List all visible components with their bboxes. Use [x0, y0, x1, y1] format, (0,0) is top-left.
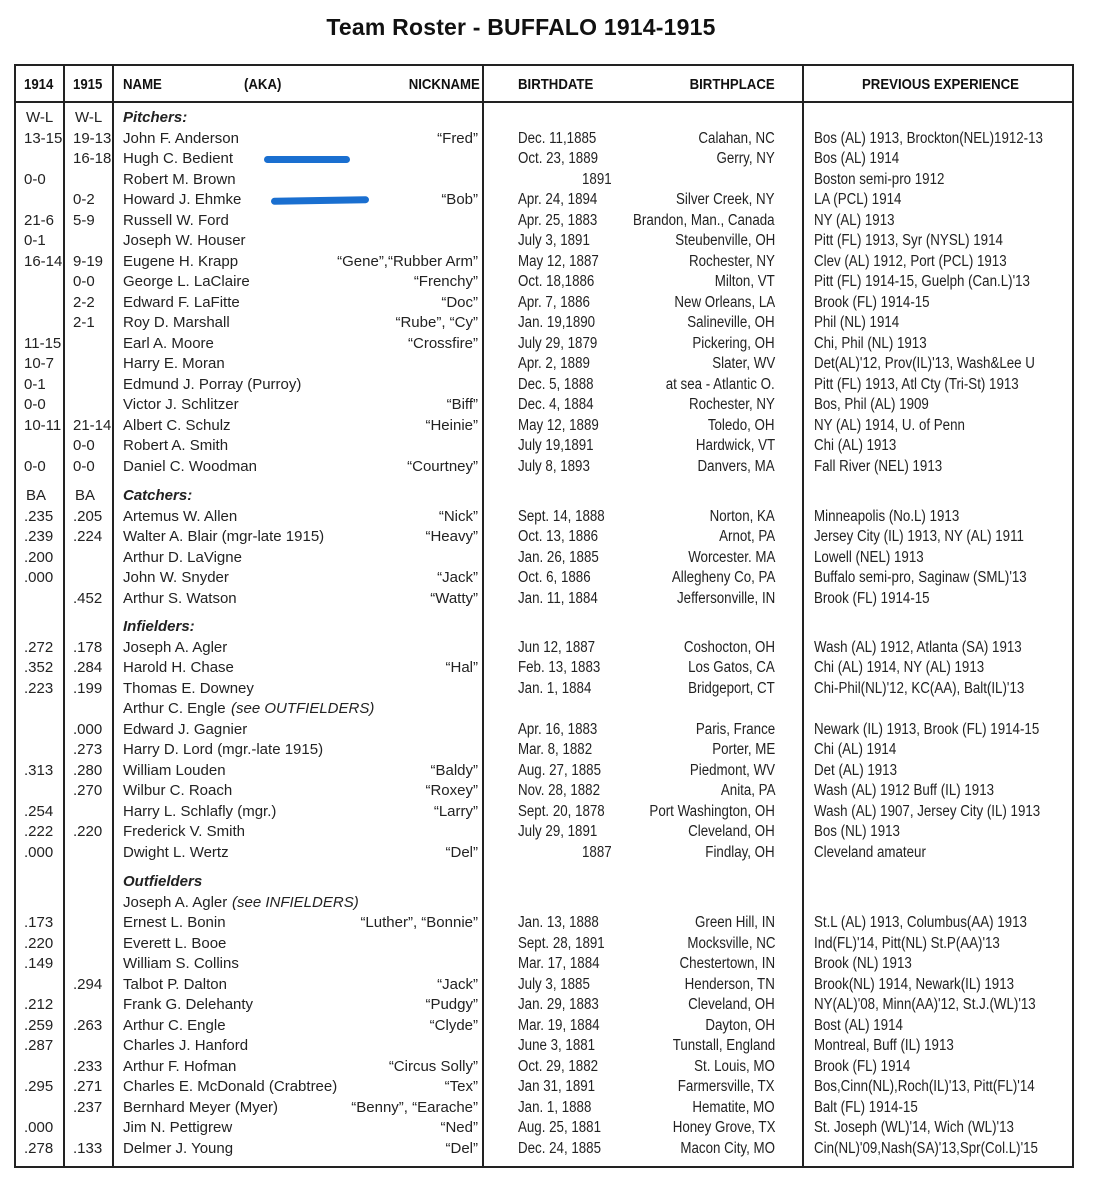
- birthplace: Findlay, OH: [705, 843, 775, 861]
- section-heading: Catchers:: [123, 487, 193, 504]
- birthplace: Cleveland, OH: [688, 996, 775, 1013]
- cross-reference-note: (see OUTFIELDERS): [231, 700, 375, 717]
- previous-experience: Clev (AL) 1912, Port (PCL) 1913: [814, 252, 1007, 270]
- previous-experience: NY (AL) 1914, U. of Penn: [814, 416, 965, 434]
- birthdate: Nov. 28, 1882: [518, 782, 601, 799]
- player-nickname: “Frenchy”: [413, 273, 478, 290]
- player-name: Edmund J. Porray (Purroy): [123, 375, 302, 393]
- birthplace: Piedmont, WV: [689, 761, 775, 779]
- previous-experience: Pitt (FL) 1914-15, Guelph (Can.L)'13: [814, 273, 1030, 290]
- stat-1914: 0-1: [24, 375, 46, 393]
- player-nickname: “Watty”: [430, 589, 478, 607]
- player-nickname: “Crossfire”: [408, 334, 478, 352]
- player-nickname: “Circus Solly”: [388, 1057, 478, 1075]
- player-name: Russell W. Ford: [123, 211, 229, 229]
- stat-1915: 0-0: [73, 437, 95, 454]
- stat-1915: 0-2: [73, 191, 95, 208]
- stat-1915: 0-0: [73, 457, 95, 475]
- birthplace: Honey Grove, TX: [672, 1119, 775, 1136]
- birthdate: Jan. 11, 1884: [518, 589, 598, 607]
- stat-1914: 0-0: [24, 396, 46, 413]
- player-name: Roy D. Marshall: [123, 314, 230, 331]
- birthdate: Oct. 6, 1886: [518, 569, 591, 586]
- stat-1915: .237: [73, 1098, 103, 1116]
- section-heading: Pitchers:: [123, 109, 188, 126]
- stat-1914: .000: [24, 1119, 54, 1136]
- birthdate: Apr. 2, 1889: [518, 355, 590, 372]
- birthdate: May 12, 1889: [518, 416, 599, 434]
- player-nickname: “Jack”: [437, 569, 478, 586]
- birthplace: Salineville, OH: [687, 314, 775, 331]
- birthdate: Jan. 13, 1888: [518, 914, 599, 931]
- player-nickname: “Ned”: [440, 1119, 478, 1136]
- cross-reference-note: (see INFIELDERS): [232, 893, 359, 911]
- player-nickname: “Gene”,“Rubber Arm”: [337, 252, 478, 270]
- stat-1915: 5-9: [73, 211, 95, 229]
- player-nickname: “Luther”, “Bonnie”: [360, 914, 478, 931]
- previous-experience: Brook (NL) 1913: [814, 955, 912, 972]
- previous-experience: Wash (AL) 1912, Atlanta (SA) 1913: [814, 638, 1022, 656]
- birthplace: Hematite, MO: [692, 1098, 775, 1116]
- player-nickname: “Del”: [445, 1139, 478, 1157]
- birthdate: Sept. 20, 1878: [518, 802, 605, 820]
- stat-1915: 0-0: [73, 273, 95, 290]
- birthplace: Port Washington, OH: [649, 802, 775, 820]
- previous-experience: Phil (NL) 1914: [814, 314, 900, 331]
- stat-1914: .313: [24, 761, 54, 779]
- stat-1915: 2-2: [73, 293, 95, 311]
- player-name: Joseph A. Agler: [123, 638, 228, 656]
- player-nickname: “Clyde”: [429, 1016, 478, 1034]
- stat-1914: 21-6: [24, 211, 55, 229]
- stat-1914: .254: [24, 802, 54, 820]
- stat-1914: .287: [24, 1037, 54, 1054]
- previous-experience: Cin(NL)'09,Nash(SA)'13,Spr(Col.L)'15: [814, 1139, 1038, 1157]
- player-nickname: “Rube”, “Cy”: [395, 314, 478, 331]
- player-name: Arthur C. Engle: [123, 700, 226, 717]
- header-birthplace: BIRTHPLACE: [689, 76, 775, 93]
- section-stat-1914: BA: [26, 487, 47, 504]
- player-name: Dwight L. Wertz: [123, 843, 229, 861]
- stat-1915: .294: [73, 975, 103, 993]
- stat-1915: .270: [73, 782, 103, 799]
- player-name: John W. Snyder: [123, 569, 229, 586]
- player-nickname: “Benny”, “Earache”: [351, 1098, 478, 1116]
- player-nickname: “Hal”: [445, 659, 478, 676]
- stat-1915: .000: [73, 720, 103, 738]
- player-nickname: “Heavy”: [425, 528, 478, 545]
- player-name: Everett L. Booe: [123, 934, 227, 952]
- birthdate: July 19,1891: [518, 437, 594, 454]
- player-name: Walter A. Blair (mgr-late 1915): [123, 528, 325, 545]
- stat-1914: .000: [24, 843, 54, 861]
- birthdate: Dec. 11,1885: [518, 129, 597, 147]
- header-1914: 1914: [24, 76, 54, 93]
- birthplace: Pickering, OH: [692, 334, 775, 352]
- header-aka: (AKA): [244, 76, 282, 93]
- birthdate: Apr. 16, 1883: [518, 720, 598, 738]
- previous-experience: Boston semi-pro 1912: [814, 170, 945, 188]
- birthdate: 1891: [582, 170, 612, 188]
- birthplace: Chestertown, IN: [679, 955, 775, 972]
- section-heading: Infielders:: [123, 618, 195, 635]
- stat-1915: 16-18: [73, 150, 112, 167]
- stat-1915: 19-13: [73, 129, 112, 147]
- birthdate: Oct. 13, 1886: [518, 528, 599, 545]
- header-divider: [14, 101, 1074, 103]
- player-name: Joseph A. Agler: [123, 893, 228, 911]
- player-name: George L. LaClaire: [123, 273, 250, 290]
- column-divider-name: [482, 64, 484, 1168]
- previous-experience: Bost (AL) 1914: [814, 1016, 903, 1034]
- birthplace: Green Hill, IN: [694, 914, 775, 931]
- birthdate: July 29, 1879: [518, 334, 598, 352]
- birthdate: July 3, 1885: [518, 975, 590, 993]
- birthplace: Coshocton, OH: [683, 638, 775, 656]
- player-nickname: “Fred”: [437, 129, 478, 147]
- player-name: Thomas E. Downey: [123, 679, 254, 697]
- birthdate: Aug. 27, 1885: [518, 761, 602, 779]
- birthplace: Los Gatos, CA: [688, 659, 775, 676]
- player-name: Charles E. McDonald (Crabtree): [123, 1078, 338, 1095]
- previous-experience: Jersey City (IL) 1913, NY (AL) 1911: [814, 528, 1024, 545]
- previous-experience: NY(AL)'08, Minn(AA)'12, St.J.(WL)'13: [814, 996, 1036, 1013]
- birthplace: Jeffersonville, IN: [676, 589, 775, 607]
- previous-experience: Ind(FL)'14, Pitt(NL) St.P(AA)'13: [814, 934, 1000, 952]
- previous-experience: Det(AL)'12, Prov(IL)'13, Wash&Lee U: [814, 355, 1035, 372]
- birthdate: Oct. 23, 1889: [518, 150, 599, 167]
- stat-1914: 0-0: [24, 457, 46, 475]
- stat-1914: 0-0: [24, 170, 46, 188]
- stat-1915: .273: [73, 741, 103, 758]
- player-name: Harry D. Lord (mgr.-late 1915): [123, 741, 324, 758]
- birthdate: July 29, 1891: [518, 823, 598, 840]
- player-name: Talbot P. Dalton: [123, 975, 227, 993]
- previous-experience: Newark (IL) 1913, Brook (FL) 1914-15: [814, 720, 1040, 738]
- stat-1914: 10-7: [24, 355, 55, 372]
- stat-1914: .278: [24, 1139, 54, 1157]
- stat-1914: .220: [24, 934, 54, 952]
- birthdate: Jan. 19,1890: [518, 314, 596, 331]
- birthplace: Allegheny Co, PA: [671, 569, 775, 586]
- previous-experience: Chi, Phil (NL) 1913: [814, 334, 927, 352]
- birthplace: Anita, PA: [720, 782, 775, 799]
- birthdate: Dec. 4, 1884: [518, 396, 594, 413]
- birthdate: Mar. 8, 1882: [518, 741, 593, 758]
- stat-1915: .220: [73, 823, 103, 840]
- previous-experience: Pitt (FL) 1913, Syr (NYSL) 1914: [814, 232, 1003, 249]
- birthplace: Hardwick, VT: [695, 437, 775, 454]
- birthdate: Jan. 1, 1888: [518, 1098, 592, 1116]
- previous-experience: Pitt (FL) 1913, Atl Cty (Tri-St) 1913: [814, 375, 1019, 393]
- player-name: William S. Collins: [123, 955, 239, 972]
- header-nickname: NICKNAME: [408, 76, 480, 93]
- stat-1914: .200: [24, 548, 54, 566]
- player-name: Frederick V. Smith: [123, 823, 245, 840]
- birthdate: Feb. 13, 1883: [518, 659, 601, 676]
- birthplace: Mocksville, NC: [686, 934, 775, 952]
- birthplace: Bridgeport, CT: [688, 679, 775, 697]
- stat-1914: .000: [24, 569, 54, 586]
- stat-1915: .284: [73, 659, 103, 676]
- player-name: Arthur F. Hofman: [123, 1057, 237, 1075]
- previous-experience: Fall River (NEL) 1913: [814, 457, 943, 475]
- previous-experience: Brook (FL) 1914: [814, 1057, 911, 1075]
- birthdate: Oct. 29, 1882: [518, 1057, 599, 1075]
- player-name: Frank G. Delehanty: [123, 996, 254, 1013]
- player-nickname: “Pudgy”: [425, 996, 478, 1013]
- stat-1915: .224: [73, 528, 103, 545]
- birthdate: Jan. 29, 1883: [518, 996, 599, 1013]
- stat-1914: .239: [24, 528, 54, 545]
- highlighter-mark: [264, 156, 350, 163]
- birthplace: Milton, VT: [715, 273, 775, 290]
- player-name: Jim N. Pettigrew: [123, 1119, 233, 1136]
- header-experience: PREVIOUS EXPERIENCE: [862, 76, 1019, 93]
- birthdate: July 8, 1893: [518, 457, 590, 475]
- player-name: William Louden: [123, 761, 226, 779]
- section-stat-1914: W-L: [26, 109, 54, 126]
- stat-1915: 9-19: [73, 252, 104, 270]
- player-name: Albert C. Schulz: [123, 416, 231, 434]
- birthplace: Steubenville, OH: [674, 232, 775, 249]
- previous-experience: Wash (AL) 1912 Buff (IL) 1913: [814, 782, 995, 799]
- stat-1915: .263: [73, 1016, 103, 1034]
- previous-experience: St. Joseph (WL)'14, Wich (WL)'13: [814, 1119, 1014, 1136]
- player-name: Howard J. Ehmke: [123, 191, 242, 208]
- birthplace: Paris, France: [695, 720, 775, 738]
- player-name: Edward F. LaFitte: [123, 293, 240, 311]
- player-name: John F. Anderson: [123, 129, 239, 147]
- previous-experience: Brook (FL) 1914-15: [814, 293, 930, 311]
- birthdate: Jan 31, 1891: [518, 1078, 596, 1095]
- previous-experience: Bos (AL) 1914: [814, 150, 900, 167]
- player-name: Harry E. Moran: [123, 355, 225, 372]
- player-name: Edward J. Gagnier: [123, 720, 248, 738]
- birthdate: May 12, 1887: [518, 252, 599, 270]
- previous-experience: Balt (FL) 1914-15: [814, 1098, 918, 1116]
- birthdate: Dec. 5, 1888: [518, 375, 594, 393]
- player-nickname: “Del”: [445, 843, 478, 861]
- previous-experience: St.L (AL) 1913, Columbus(AA) 1913: [814, 914, 1027, 931]
- birthplace: Worcester. MA: [687, 548, 775, 566]
- player-name: Victor J. Schlitzer: [123, 396, 239, 413]
- stat-1915: 2-1: [73, 314, 95, 331]
- previous-experience: Det (AL) 1913: [814, 761, 897, 779]
- stat-1914: 13-15: [24, 129, 63, 147]
- previous-experience: Bos,Cinn(NL),Roch(IL)'13, Pitt(FL)'14: [814, 1078, 1035, 1095]
- birthdate: Apr. 25, 1883: [518, 211, 598, 229]
- previous-experience: Brook(NL) 1914, Newark(IL) 1913: [814, 975, 1015, 993]
- birthplace: Farmersville, TX: [678, 1078, 775, 1095]
- player-nickname: “Tex”: [444, 1078, 478, 1095]
- birthdate: Jan. 1, 1884: [518, 679, 592, 697]
- previous-experience: Bos, Phil (AL) 1909: [814, 396, 929, 413]
- previous-experience: NY (AL) 1913: [814, 211, 895, 229]
- previous-experience: Bos (AL) 1913, Brockton(NEL)1912-13: [814, 129, 1043, 147]
- player-name: Charles J. Hanford: [123, 1037, 249, 1054]
- section-stat-1915: W-L: [75, 109, 103, 126]
- birthplace: Arnot, PA: [718, 528, 775, 545]
- birthdate: Sept. 28, 1891: [518, 934, 605, 952]
- birthdate: Aug. 25, 1881: [518, 1119, 602, 1136]
- section-stat-1915: BA: [75, 487, 96, 504]
- birthplace: Toledo, OH: [708, 416, 775, 434]
- stat-1915: 21-14: [73, 416, 112, 434]
- stat-1915: .178: [73, 638, 103, 656]
- header-1915: 1915: [73, 76, 103, 93]
- player-name: Joseph W. Houser: [123, 232, 246, 249]
- stat-1914: .295: [24, 1078, 54, 1095]
- player-name: Robert A. Smith: [123, 437, 229, 454]
- birthdate: Jan. 26, 1885: [518, 548, 599, 566]
- birthplace: Dayton, OH: [705, 1016, 775, 1034]
- player-name: Eugene H. Krapp: [123, 252, 239, 270]
- stat-1914: 11-15: [24, 334, 62, 352]
- birthplace: Slater, WV: [712, 355, 775, 372]
- birthplace: Brandon, Man., Canada: [633, 211, 775, 229]
- player-name: Earl A. Moore: [123, 334, 214, 352]
- previous-experience: Chi (AL) 1914: [814, 741, 897, 758]
- previous-experience: Chi (AL) 1914, NY (AL) 1913: [814, 659, 985, 676]
- birthplace: Macon City, MO: [680, 1139, 775, 1157]
- player-nickname: “Bob”: [441, 191, 478, 208]
- player-nickname: “Doc”: [441, 293, 478, 311]
- previous-experience: Buffalo semi-pro, Saginaw (SML)'13: [814, 569, 1027, 586]
- stat-1914: .222: [24, 823, 54, 840]
- birthdate: 1887: [582, 843, 612, 861]
- player-nickname: “Heinie”: [425, 416, 478, 434]
- player-nickname: “Larry”: [433, 802, 478, 820]
- stat-1914: .352: [24, 659, 54, 676]
- birthdate: July 3, 1891: [518, 232, 590, 249]
- birthdate: Jun 12, 1887: [518, 638, 596, 656]
- stat-1915: .199: [73, 679, 103, 697]
- stat-1914: 0-1: [24, 232, 46, 249]
- birthplace: Norton, KA: [709, 507, 775, 525]
- player-name: Hugh C. Bedient: [123, 150, 234, 167]
- page-title: Team Roster - BUFFALO 1914-1915: [326, 14, 716, 40]
- birthdate: Mar. 19, 1884: [518, 1016, 600, 1034]
- player-name: Artemus W. Allen: [123, 507, 238, 525]
- column-divider-1914: [63, 64, 65, 1168]
- birthplace: St. Louis, MO: [694, 1057, 775, 1075]
- column-divider-birth: [802, 64, 804, 1168]
- birthdate: June 3, 1881: [518, 1037, 596, 1054]
- previous-experience: Chi-Phil(NL)'12, KC(AA), Balt(IL)'13: [814, 679, 1025, 697]
- header-name: NAME: [123, 76, 162, 93]
- birthdate: Sept. 14, 1888: [518, 507, 605, 525]
- stat-1914: .149: [24, 955, 54, 972]
- stat-1914: .259: [24, 1016, 54, 1034]
- birthplace: Porter, ME: [712, 741, 775, 758]
- birthplace: Henderson, TN: [684, 975, 775, 993]
- birthplace: Rochester, NY: [689, 252, 775, 270]
- previous-experience: Bos (NL) 1913: [814, 823, 900, 840]
- player-name: Delmer J. Young: [123, 1139, 234, 1157]
- previous-experience: Chi (AL) 1913: [814, 437, 897, 454]
- player-name: Wilbur C. Roach: [123, 782, 233, 799]
- player-nickname: “Baldy”: [430, 761, 478, 779]
- birthplace: Tunstall, England: [672, 1037, 775, 1054]
- birthdate: Apr. 24, 1894: [518, 191, 598, 208]
- birthdate: Oct. 18,1886: [518, 273, 595, 290]
- stat-1914: 16-14: [24, 252, 63, 270]
- player-name: Daniel C. Woodman: [123, 457, 257, 475]
- stat-1915: .271: [73, 1078, 103, 1095]
- birthplace: Rochester, NY: [689, 396, 775, 413]
- player-nickname: “Courtney”: [407, 457, 478, 475]
- player-name: Arthur D. LaVigne: [123, 548, 242, 566]
- player-nickname: “Biff”: [446, 396, 478, 413]
- previous-experience: Montreal, Buff (IL) 1913: [814, 1037, 954, 1054]
- player-name: Robert M. Brown: [123, 170, 236, 188]
- previous-experience: Lowell (NEL) 1913: [814, 548, 924, 566]
- player-nickname: “Jack”: [437, 975, 478, 993]
- player-nickname: “Roxey”: [425, 782, 478, 799]
- stat-1914: .272: [24, 638, 54, 656]
- player-name: Bernhard Meyer (Myer): [123, 1098, 279, 1116]
- birthplace: Calahan, NC: [698, 129, 775, 147]
- stat-1914: .212: [24, 996, 54, 1013]
- stat-1914: .173: [24, 914, 54, 931]
- birthplace: New Orleans, LA: [674, 293, 775, 311]
- player-name: Ernest L. Bonin: [123, 914, 226, 931]
- section-heading: Outfielders: [123, 873, 203, 890]
- column-divider-1915: [112, 64, 114, 1168]
- player-name: Arthur S. Watson: [123, 589, 237, 607]
- previous-experience: LA (PCL) 1914: [814, 191, 902, 208]
- previous-experience: Cleveland amateur: [814, 843, 926, 861]
- previous-experience: Brook (FL) 1914-15: [814, 589, 930, 607]
- birthdate: Dec. 24, 1885: [518, 1139, 602, 1157]
- stat-1915: .133: [73, 1139, 103, 1157]
- player-name: Arthur C. Engle: [123, 1016, 226, 1034]
- stat-1914: 10-11: [24, 416, 62, 434]
- birthplace: Cleveland, OH: [688, 823, 775, 840]
- birthplace: Silver Creek, NY: [676, 191, 775, 208]
- stat-1915: .280: [73, 761, 103, 779]
- birthplace: at sea - Atlantic O.: [666, 375, 775, 393]
- birthplace: Gerry, NY: [716, 150, 775, 167]
- birthdate: Mar. 17, 1884: [518, 955, 600, 972]
- previous-experience: Wash (AL) 1907, Jersey City (IL) 1913: [814, 802, 1041, 820]
- stat-1915: .452: [73, 589, 103, 607]
- player-name: Harold H. Chase: [123, 659, 234, 676]
- stat-1914: .223: [24, 679, 54, 697]
- stat-1914: .235: [24, 507, 54, 525]
- birthplace: Danvers, MA: [697, 457, 775, 475]
- birthdate: Apr. 7, 1886: [518, 293, 590, 311]
- player-nickname: “Nick”: [438, 507, 478, 525]
- header-birthdate: BIRTHDATE: [518, 76, 594, 93]
- stat-1915: .233: [73, 1057, 103, 1075]
- previous-experience: Minneapolis (No.L) 1913: [814, 507, 960, 525]
- stat-1915: .205: [73, 507, 103, 525]
- player-name: Harry L. Schlafly (mgr.): [123, 802, 277, 820]
